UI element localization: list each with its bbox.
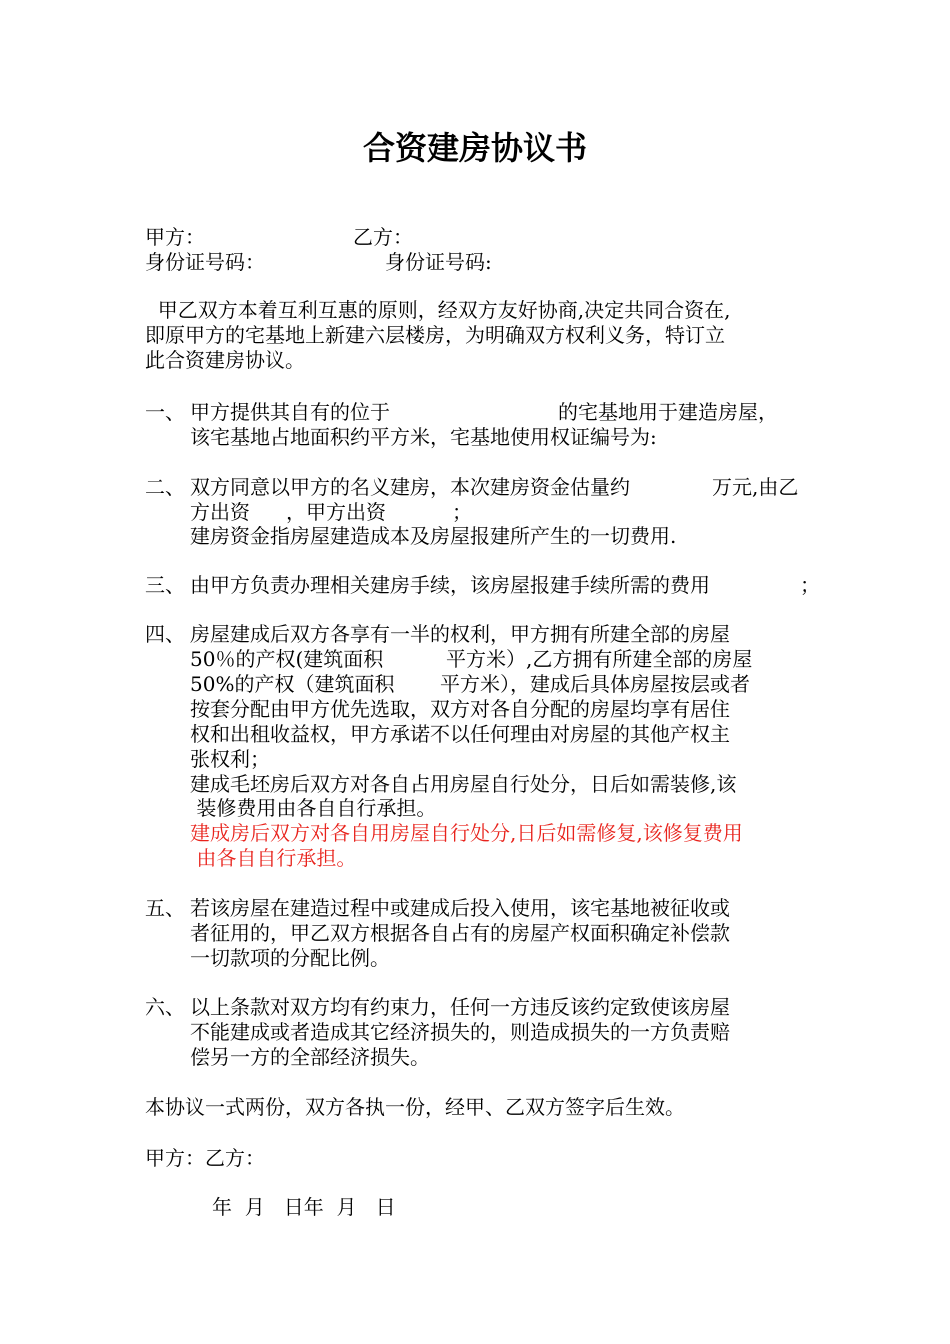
clause-4-line-3b: 平方米），建成后具体房屋按层或者: [440, 672, 750, 696]
clause-5-line-2: 者征用的，甲乙双方根据各自占有的房屋产权面积确定补偿款: [190, 921, 730, 945]
document-title: 合资建房协议书: [362, 129, 587, 167]
party-a-id-label: 身份证号码：: [145, 250, 265, 274]
clause-2-line-3: 建房资金指房屋建造成本及房屋报建所产生的一切费用.: [190, 524, 677, 548]
clause-4-line-4: 按套分配由甲方优先选取，双方对各自分配的房屋均享有居住: [190, 697, 730, 721]
clause-4-red-line-2: 由各自自行承担。: [190, 846, 357, 870]
clause-2-line-1a: 双方同意以甲方的名义建房，本次建房资金估量约: [190, 475, 630, 499]
clause-4-line-5: 权和出租收益权，甲方承诺不以任何理由对房屋的其他产权主: [190, 722, 730, 746]
date-line: 年 月 日年 月 日: [212, 1195, 396, 1219]
clause-5-line-1: 若该房屋在建造过程中或建成后投入使用，该宅基地被征收或: [190, 896, 730, 920]
clause-4-line-8: 装修费用由各自自行承担。: [190, 796, 437, 820]
clause-6-number: 六、: [145, 995, 185, 1019]
party-b-label: 乙方：: [353, 225, 413, 249]
closing-statement: 本协议一式两份，双方各执一份，经甲、乙双方签字后生效。: [145, 1095, 685, 1119]
intro-line-1: 甲乙双方本着互利互惠的原则，经双方友好协商,决定共同合资在,: [145, 298, 731, 322]
clause-3-end: ；: [800, 573, 820, 597]
clause-4-line-6: 张权利；: [190, 747, 270, 771]
clause-5-number: 五、: [145, 896, 185, 920]
clause-3-line-1: 由甲方负责办理相关建房手续，该房屋报建手续所需的费用: [190, 573, 710, 597]
clause-5-line-3: 一切款项的分配比例。: [190, 946, 390, 970]
party-a-label: 甲方：: [145, 225, 205, 249]
intro-line-2: 即原甲方的宅基地上新建六层楼房，为明确双方权利义务，特订立: [145, 323, 725, 347]
clause-2-line-2c: ；: [452, 500, 472, 524]
clause-4-number: 四、: [145, 622, 185, 646]
clause-1-line-1a: 甲方提供其自有的位于: [190, 400, 390, 424]
clause-2-line-2b: ，甲方出资: [286, 500, 386, 524]
clause-6-line-1: 以上条款对双方均有约束力，任何一方违反该约定致使该房屋: [190, 995, 730, 1019]
clause-2-line-2a: 方出资: [190, 500, 250, 524]
clause-1-line-1b: 的宅基地用于建造房屋，: [558, 400, 778, 424]
clause-1-line-2: 该宅基地占地面积约平方米，宅基地使用权证编号为:: [190, 425, 657, 449]
clause-1-number: 一、: [145, 400, 185, 424]
clause-4-line-2b: 平方米）,乙方拥有所建全部的房屋: [446, 647, 753, 671]
clause-3-number: 三、: [145, 573, 185, 597]
clause-4-line-2a: 50％的产权(建筑面积: [190, 647, 384, 671]
clause-4-red-line-1: 建成房后双方对各自用房屋自行处分,日后如需修复,该修复费用: [190, 821, 743, 845]
signature-line: 甲方：乙方：: [145, 1146, 265, 1170]
party-b-id-label: 身份证号码:: [385, 250, 492, 274]
clause-4-line-7: 建成毛坯房后双方对各自占用房屋自行处分，日后如需装修,该: [190, 772, 737, 796]
clause-4-line-3a: 50%的产权（建筑面积: [190, 672, 395, 696]
clause-2-line-1b: 万元,由乙: [712, 475, 799, 499]
clause-6-line-2: 不能建成或者造成其它经济损失的，则造成损失的一方负责赔: [190, 1020, 730, 1044]
clause-4-line-1: 房屋建成后双方各享有一半的权利，甲方拥有所建全部的房屋: [190, 622, 730, 646]
clause-2-number: 二、: [145, 475, 185, 499]
clause-6-line-3: 偿另一方的全部经济损失。: [190, 1045, 430, 1069]
intro-line-3: 此合资建房协议。: [145, 348, 305, 372]
